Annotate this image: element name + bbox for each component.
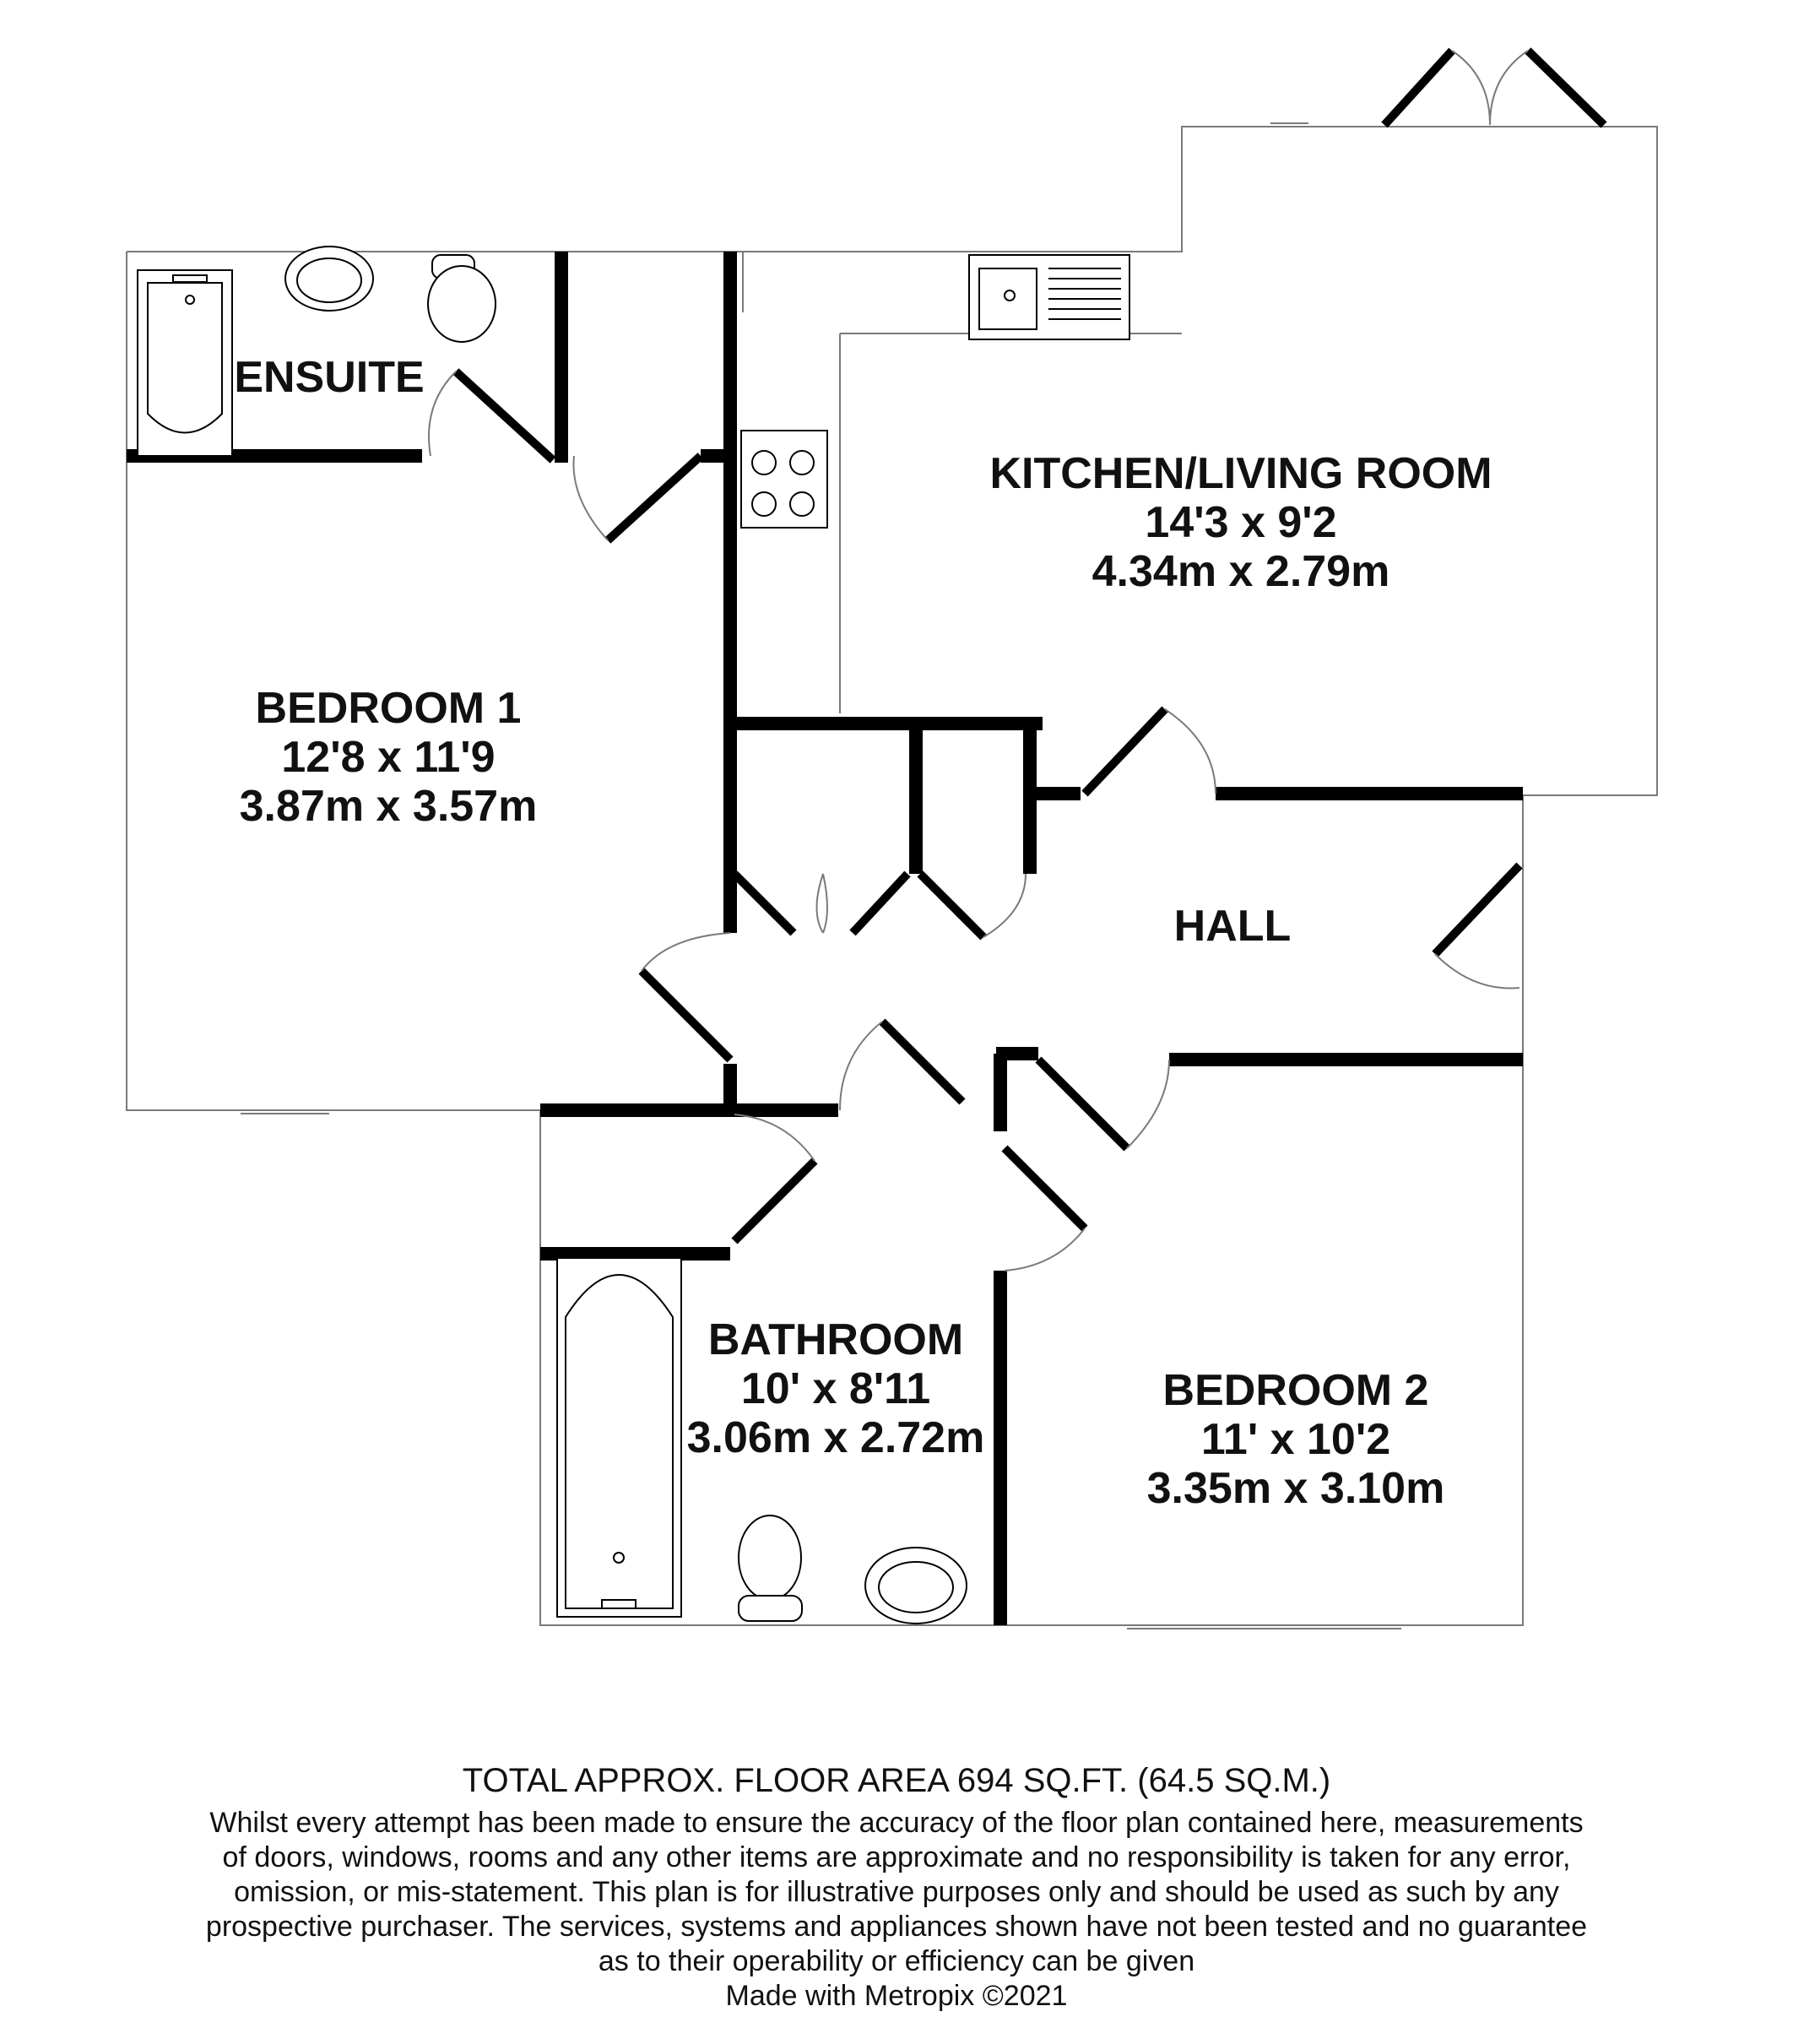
- hob-ring-2: [790, 451, 814, 474]
- door-cupboard2-leaf: [853, 874, 907, 933]
- room-name: BEDROOM 1: [255, 684, 522, 733]
- total-floor-area: TOTAL APPROX. FLOOR AREA 694 SQ.FT. (64.5 SQ.M.): [462, 1762, 1331, 1799]
- door-entrance-arc: [1435, 954, 1519, 989]
- hob-ring-1: [752, 451, 776, 474]
- door-kitchen-arc: [1165, 709, 1216, 794]
- room-metric: 3.87m x 3.57m: [239, 782, 538, 831]
- disclaimer: [0, 1806, 1793, 2014]
- label-kitchen: [954, 449, 1528, 596]
- room-name: BATHROOM: [707, 1315, 964, 1364]
- disclaimer-line: omission, or mis-statement. This plan is for illustrative purposes only and should be used as such by any: [234, 1876, 1559, 1908]
- ensuite-bath-inner: [148, 283, 222, 433]
- door-bathroom-cupboard-leaf: [734, 1161, 815, 1241]
- door-bedroom2-hall-leaf: [1005, 1148, 1085, 1228]
- hob-ring-3: [752, 492, 776, 516]
- room-name: KITCHEN/LIVING ROOM: [989, 449, 1492, 498]
- kitchen-hob: [741, 431, 827, 528]
- room-metric: 4.34m x 2.79m: [1092, 547, 1390, 596]
- door-bathroom-cupboard-arc: [734, 1114, 815, 1161]
- door-bathroom-arc: [840, 1022, 882, 1110]
- door-cupboard3-arc: [983, 874, 1026, 937]
- disclaimer-line: as to their operability or efficiency can be given: [598, 1945, 1195, 1977]
- door-french-right-arc: [1490, 51, 1528, 125]
- footer: [0, 1760, 1793, 2014]
- door-ensuite-leaf: [456, 371, 553, 460]
- door-cupboard1-arc: [817, 874, 824, 933]
- door-bedroom2-arc: [1127, 1060, 1169, 1148]
- room-metric: 3.06m x 2.72m: [686, 1413, 985, 1462]
- door-french-left-a: [1384, 51, 1452, 125]
- bathroom-toilet-cistern: [739, 1596, 802, 1621]
- door-bedroom2-hall-arc: [1005, 1228, 1085, 1271]
- bathroom-bath-taps: [602, 1600, 636, 1608]
- door-bedroom1-hall-leaf: [642, 971, 730, 1060]
- label-bathroom: [667, 1315, 1005, 1462]
- door-cupboard1-leaf: [734, 874, 794, 933]
- door-bedroom1-hall-arc: [642, 933, 730, 971]
- label-bedroom1: [177, 684, 599, 831]
- label-bedroom2: [1106, 1366, 1486, 1513]
- door-cupboard3-leaf: [920, 874, 983, 937]
- door-cupboard2-arc: [823, 874, 827, 933]
- room-metric: 3.35m x 3.10m: [1146, 1464, 1445, 1513]
- ensuite-bath-taps: [173, 275, 207, 282]
- kitchen-sink-drain: [1005, 290, 1015, 301]
- room-imperial: 10' x 8'11: [740, 1364, 931, 1413]
- room-name: HALL: [1173, 902, 1292, 951]
- door-bathroom-leaf: [882, 1022, 962, 1102]
- hob-ring-4: [790, 492, 814, 516]
- bathroom-bath-tap: [614, 1553, 624, 1563]
- disclaimer-line: prospective purchaser. The services, systems and appliances shown have not been tested and no guarantee: [205, 1911, 1588, 1943]
- disclaimer-line: of doors, windows, rooms and any other items are approximate and no responsibility is taken for any error,: [222, 1841, 1571, 1873]
- door-kitchen-leaf: [1085, 709, 1165, 794]
- room-name: BEDROOM 2: [1162, 1366, 1429, 1415]
- ensuite-bath-tap: [186, 295, 194, 304]
- ensuite-basin-inner: [297, 258, 361, 302]
- door-entrance-leaf: [1435, 865, 1519, 954]
- door-french-left-arc: [1452, 51, 1490, 125]
- label-ensuite: [219, 353, 439, 402]
- disclaimer-line: Whilst every attempt has been made to ensure the accuracy of the floor plan contained here, measurements: [209, 1807, 1584, 1839]
- ensuite-toilet-bowl: [428, 266, 496, 342]
- room-imperial: 12'8 x 11'9: [281, 733, 496, 782]
- door-bedroom1-leaf: [608, 456, 701, 540]
- credit: Made with Metropix ©2021: [725, 1980, 1068, 2012]
- bathroom-basin-inner: [879, 1562, 953, 1613]
- label-hall: [1148, 902, 1317, 951]
- door-bedroom2-leaf: [1038, 1060, 1127, 1148]
- door-bedroom1-arc: [574, 456, 609, 540]
- door-french-left-b: [1528, 51, 1604, 125]
- room-imperial: 11' x 10'2: [1200, 1415, 1391, 1464]
- room-name: ENSUITE: [234, 353, 425, 402]
- bathroom-toilet-bowl: [739, 1515, 801, 1600]
- room-imperial: 14'3 x 9'2: [1145, 498, 1337, 547]
